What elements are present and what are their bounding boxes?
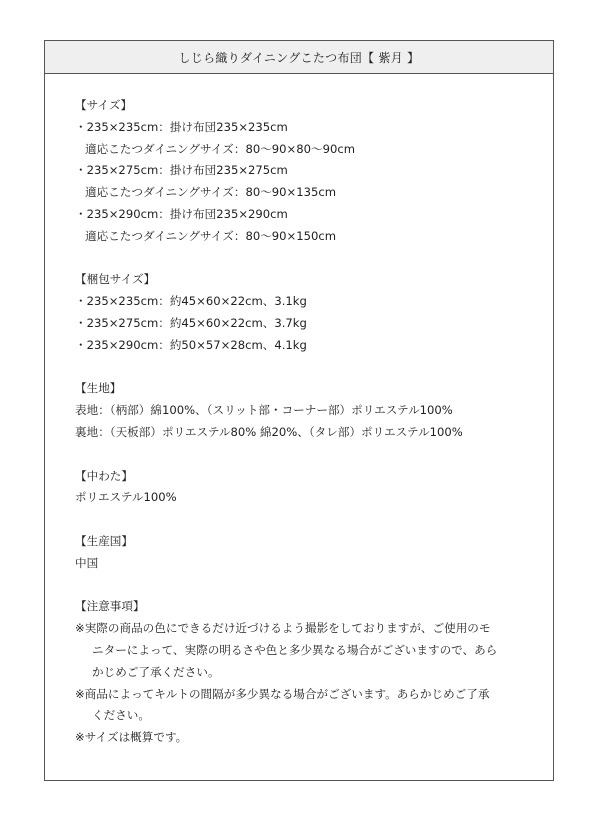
origin-line: 中国 <box>75 555 99 570</box>
note-line: ニターによって、実際の明るさや色と多少異なる場合がございますので、あら <box>92 642 498 657</box>
fabric-section-title: 【生地】 <box>75 381 122 396</box>
origin-section <box>75 531 553 575</box>
size-line: 適応こたつダイニングサイズ：80～90×80～90cm <box>85 141 356 156</box>
spec-header <box>45 41 553 74</box>
size-line: 適応こたつダイニングサイズ：80～90×150cm <box>85 228 337 243</box>
fabric-line: 表地：（柄部）綿100%、（スリット部・コーナー部）ポリエステル100% <box>75 403 453 418</box>
note-item <box>75 727 553 749</box>
note-line: ください。 <box>92 708 150 723</box>
note-item <box>75 684 553 728</box>
note-line: かじめご了承ください。 <box>92 664 220 679</box>
product-title: しじら織りダイニングこたつ布団【 紫月 】 <box>178 50 420 65</box>
fabric-section <box>75 378 553 443</box>
size-line: ・235×235cm：掛け布団235×235cm <box>75 119 288 134</box>
note-item <box>75 618 553 683</box>
spec-body <box>45 74 553 749</box>
note-line: ※実際の商品の色にできるだけ近づけるよう撮影をしておりますが、ご使用のモ <box>75 621 491 636</box>
size-line: 適応こたつダイニングサイズ：80～90×135cm <box>85 185 337 200</box>
notes-section <box>75 596 553 749</box>
size-section-title: 【サイズ】 <box>75 98 133 112</box>
package-line: ・235×290cm：約50×57×28cm、4.1kg <box>75 337 307 352</box>
filling-section <box>75 466 553 510</box>
origin-section-title: 【生産国】 <box>75 533 133 548</box>
package-section-title: 【梱包サイズ】 <box>75 272 156 287</box>
filling-line: ポリエステル100% <box>75 490 177 505</box>
notes-section-title: 【注意事項】 <box>75 599 145 614</box>
size-line: ・235×275cm：掛け布団235×275cm <box>75 163 288 178</box>
fabric-line: 裏地：（天板部）ポリエステル80% 綿20%、（タレ部）ポリエステル100% <box>75 424 463 439</box>
note-line: ※サイズは概算です。 <box>75 730 188 745</box>
size-line: ・235×290cm：掛け布団235×290cm <box>75 206 288 221</box>
size-section <box>75 95 553 248</box>
package-section <box>75 269 553 356</box>
package-line: ・235×275cm：約45×60×22cm、3.7kg <box>75 315 307 330</box>
package-line: ・235×235cm：約45×60×22cm、3.1kg <box>75 294 307 309</box>
note-line: ※商品によってキルトの間隔が多少異なる場合がございます。あらかじめご了承 <box>75 686 490 701</box>
filling-section-title: 【中わた】 <box>75 468 133 483</box>
spec-box <box>44 40 554 781</box>
